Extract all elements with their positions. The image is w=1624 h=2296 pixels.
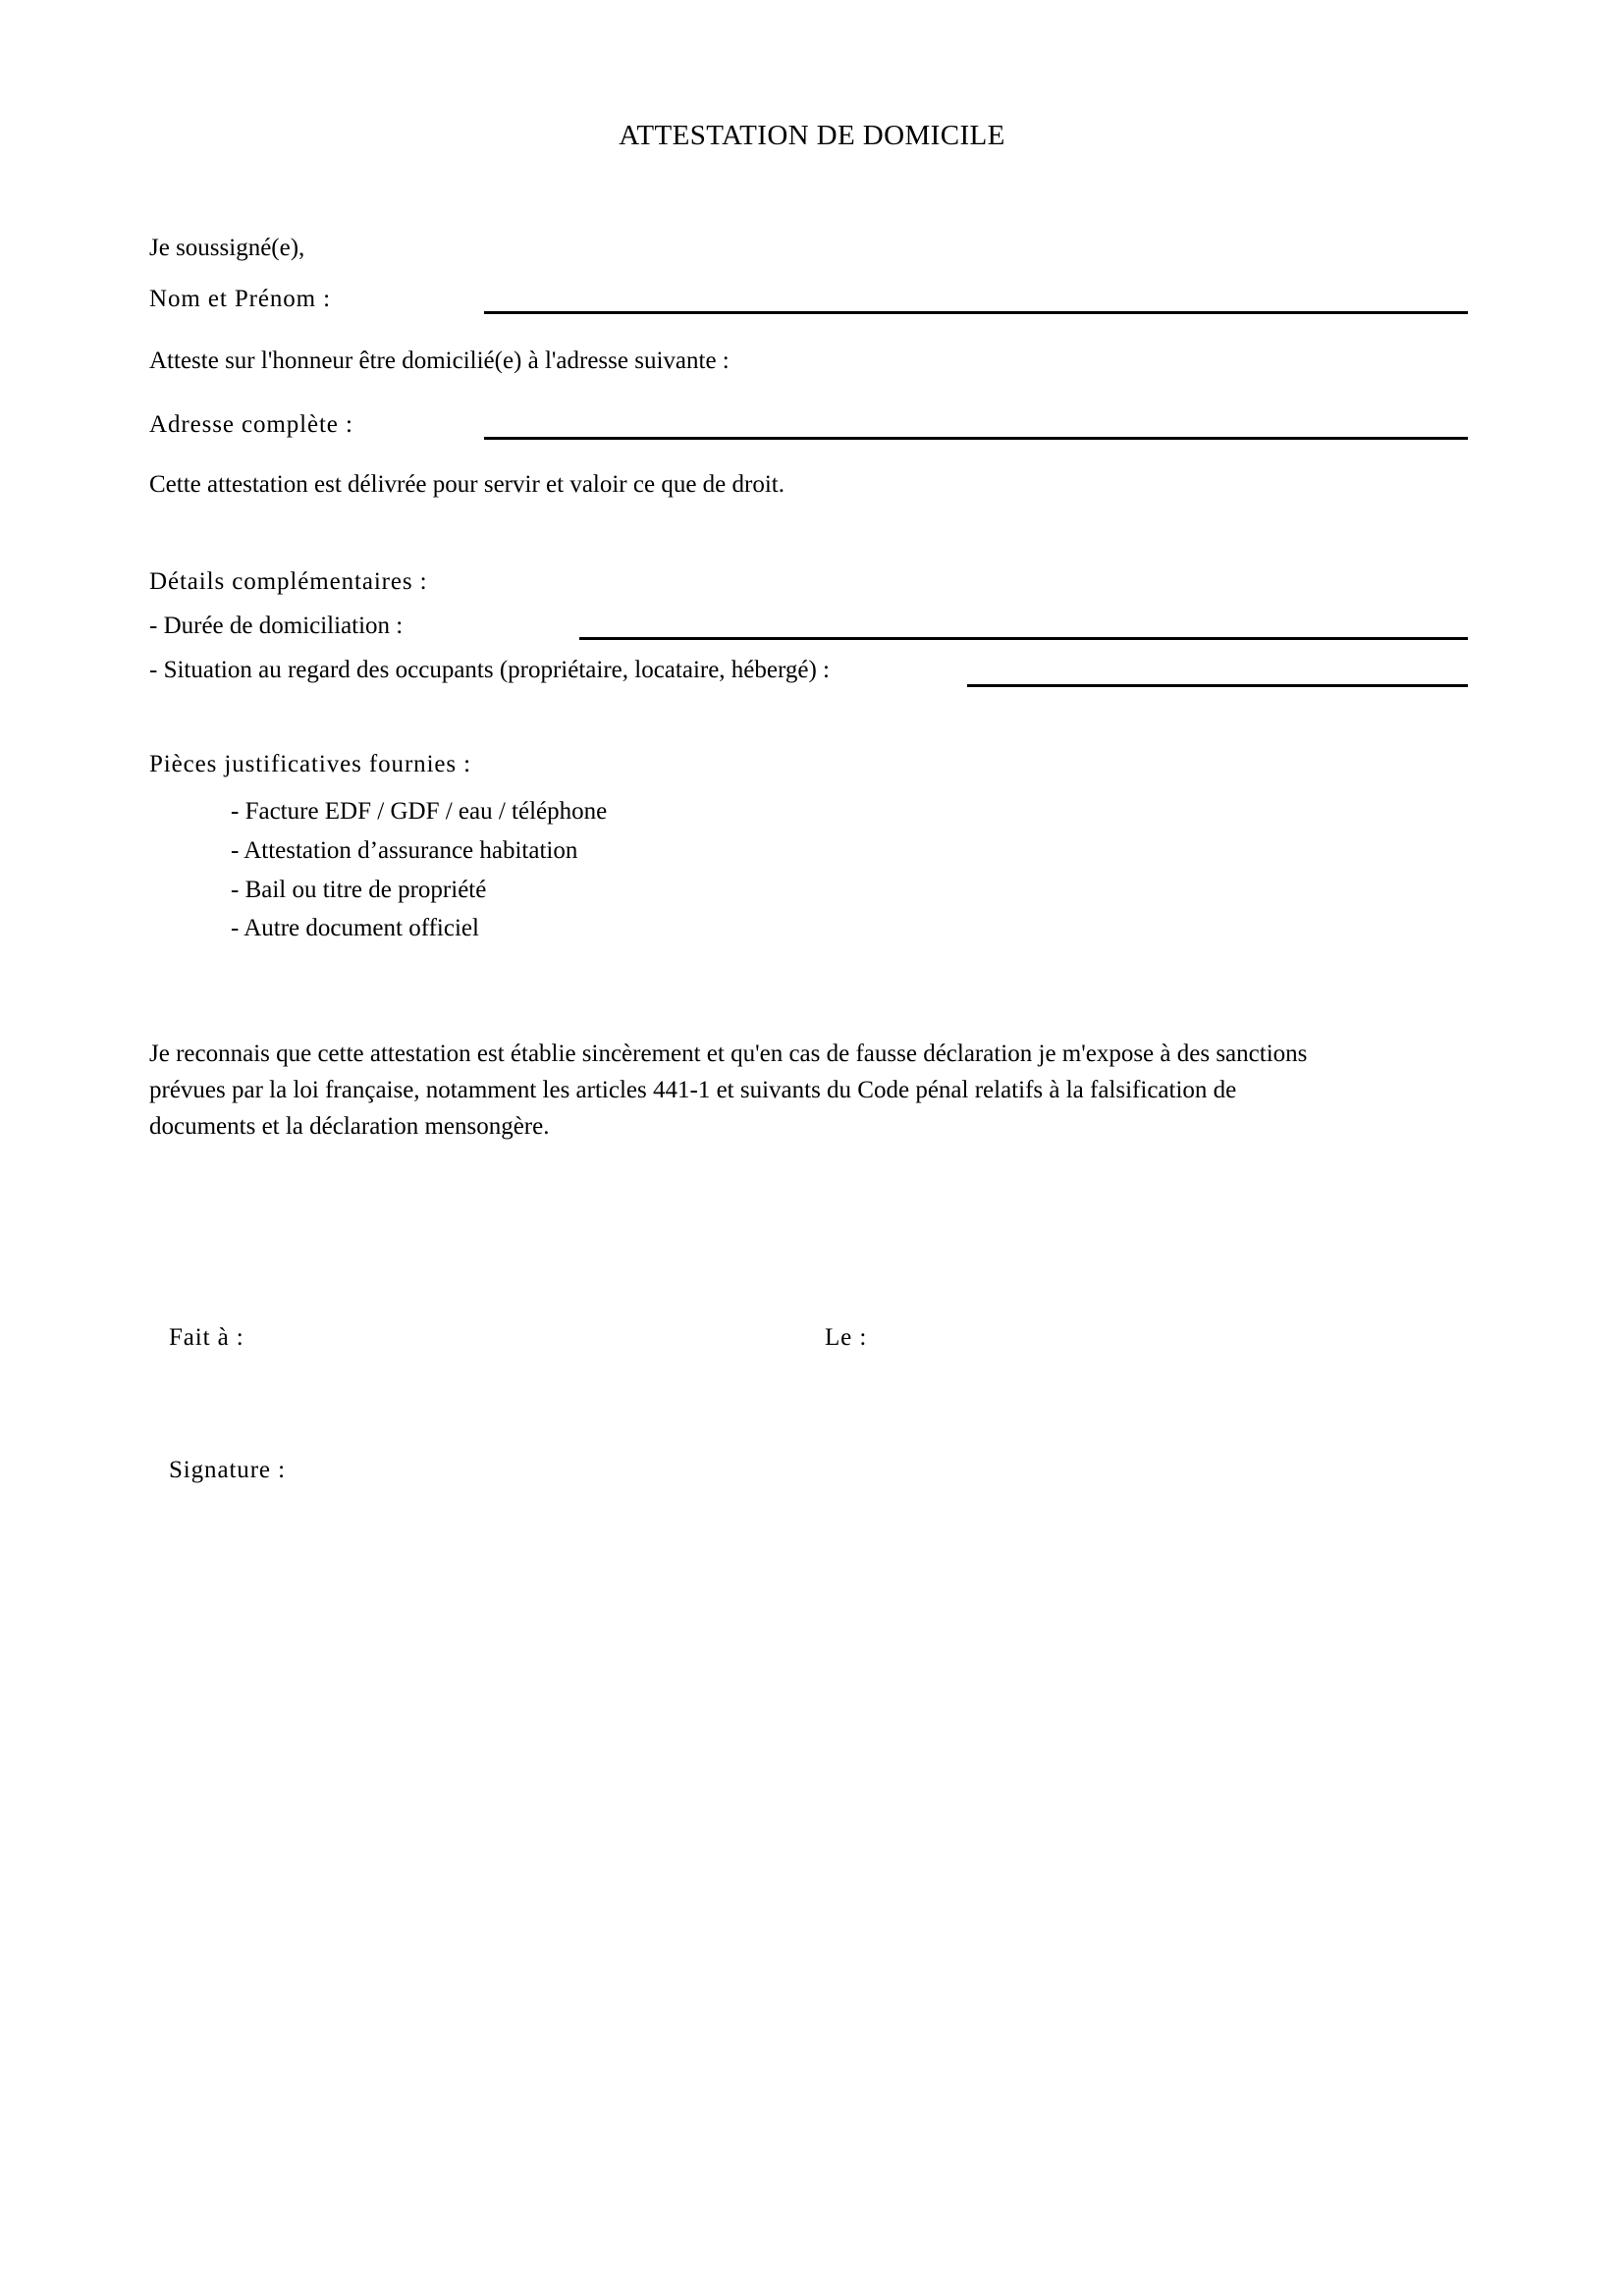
legal-notice-line: Je reconnais que cette attestation est établie sincèrement et qu'en cas de fausse déclaration je m'expose à des sanctions — [149, 1041, 1308, 1067]
duration-fill-rule[interactable] — [579, 637, 1468, 640]
purpose-line: Cette attestation est délivrée pour servir et valoir ce que de droit. — [149, 471, 785, 498]
page-title: ATTESTATION DE DOMICILE — [619, 120, 1005, 151]
duration-label: - Durée de domiciliation : — [149, 613, 404, 639]
list-item: - Bail ou titre de propriété — [231, 877, 487, 903]
legal-notice — [149, 1036, 1470, 1145]
list-item: - Autre document officiel — [231, 915, 479, 941]
name-fill-rule[interactable] — [484, 311, 1468, 314]
declaration-line: Atteste sur l'honneur être domicilié(e) à l'adresse suivante : — [149, 347, 730, 374]
address-label: Adresse complète : — [149, 411, 353, 438]
situation-label: - Situation au regard des occupants (propriétaire, locataire, hébergé) : — [149, 657, 830, 683]
legal-notice-line: documents et la déclaration mensongère. — [149, 1113, 550, 1140]
address-fill-rule[interactable] — [484, 437, 1468, 440]
situation-fill-rule[interactable] — [967, 684, 1468, 687]
list-item: - Facture EDF / GDF / eau / téléphone — [231, 798, 608, 825]
legal-notice-line: prévues par la loi française, notamment les articles 441-1 et suivants du Code pénal relatifs à la falsification de — [149, 1077, 1237, 1103]
intro-line: Je soussigné(e), — [149, 235, 305, 261]
name-label: Nom et Prénom : — [149, 286, 332, 312]
list-item: - Attestation d’assurance habitation — [231, 837, 578, 864]
signature-label: Signature : — [169, 1457, 286, 1483]
date-label: Le : — [825, 1324, 868, 1351]
details-heading: Détails complémentaires : — [149, 568, 428, 595]
place-label: Fait à : — [169, 1324, 244, 1351]
documents-heading: Pièces justificatives fournies : — [149, 751, 472, 777]
